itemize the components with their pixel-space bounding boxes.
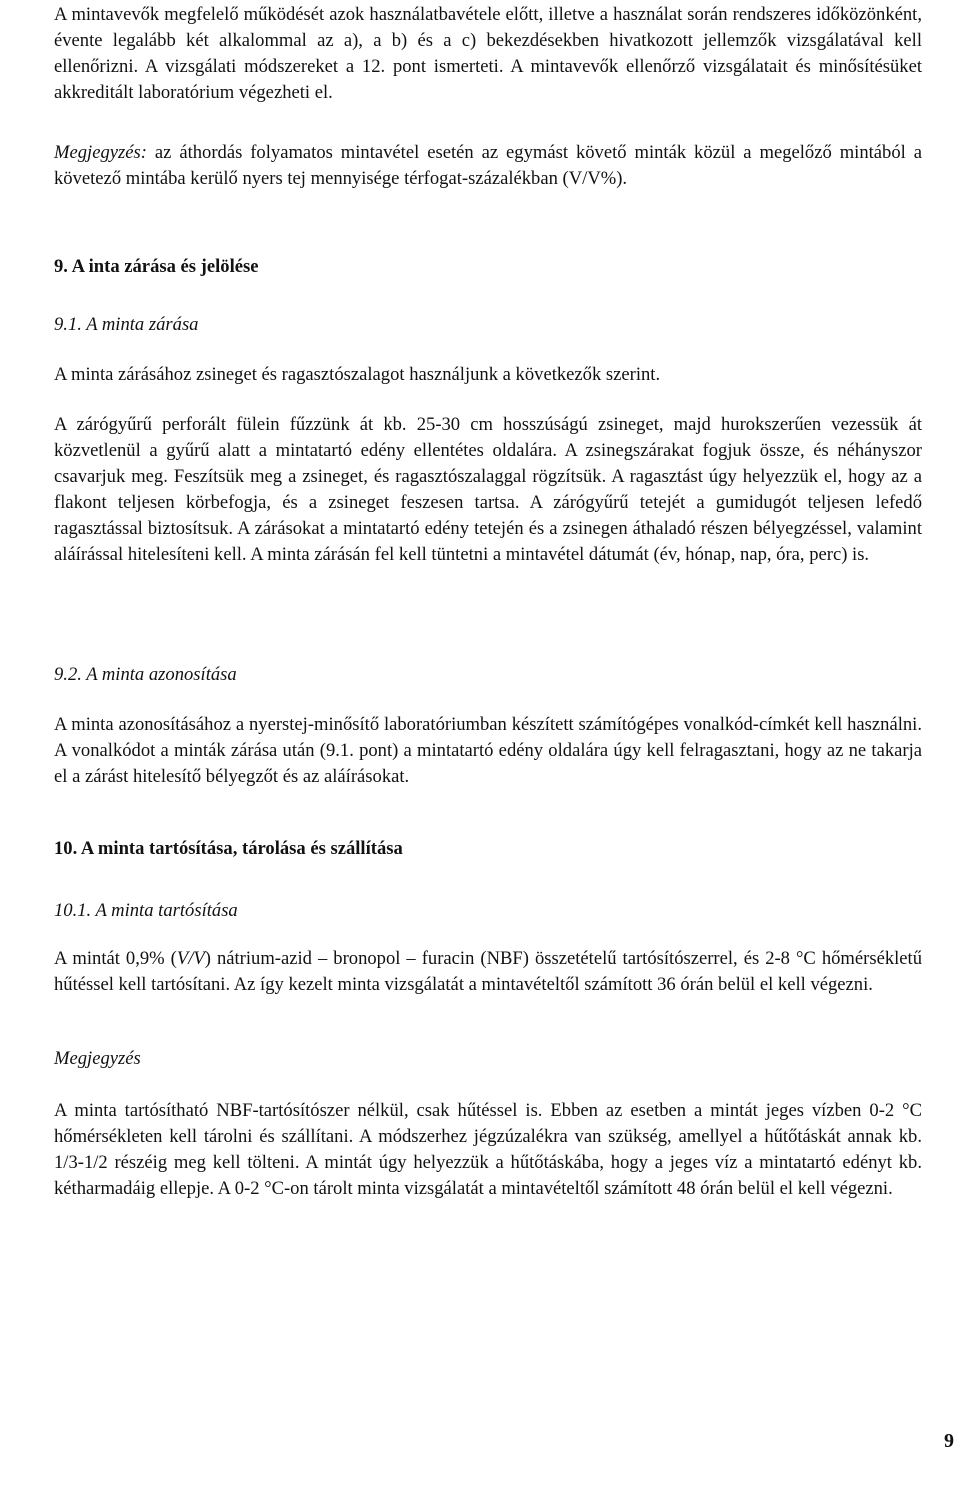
- section-9-1-heading: 9.1. A minta zárása: [54, 314, 199, 335]
- note-paragraph: [54, 140, 922, 192]
- page-number: 9: [944, 1430, 954, 1452]
- section-10-1-paragraph: [54, 946, 922, 998]
- section-9-2-heading: 9.2. A minta azonosítása: [54, 664, 237, 685]
- section-10-heading: 10. A minta tartósítása, tárolása és szállítása: [54, 838, 403, 859]
- note-text: az áthordás folyamatos mintavétel esetén az egymást követő minták közül a megelőző mintából a követező mintába kerülő nyers tej mennyisége térfogat-százalékban (V/V%).: [54, 142, 922, 189]
- intro-paragraph: A mintavevők megfelelő működését azok használatbavétele előtt, illetve a használat során rendszeres időközönként, évente legalább két alkalommal az a), a b) és a c) bekezdésekben hivatkozott jellemzők vizsgálatával kell ellenőrizni. A vizsgálati módszereket a 12. pont ismerteti. A mintavevők ellenőrző vizsgálatait és minősítésüket akkreditált laboratórium végezheti el.: [54, 4, 922, 103]
- paragraph-part-a: A mintát 0,9% (: [54, 948, 177, 969]
- section-9-heading: 9. A inta zárása és jelölése: [54, 256, 259, 277]
- section-9-1-paragraph-1: A minta zárásához zsineget és ragasztószalagot használjunk a következők szerint.: [54, 364, 661, 385]
- note-10-paragraph: A minta tartósítható NBF-tartósítószer nélkül, csak hűtéssel is. Ebben az esetben a mintát jeges vízben 0-2 °C hőmérsékleten kell tárolni és szállítani. A módszerhez jégzúzalékra van szükség, amellyel a hűtőtáskát annak kb. 1/3-1/2 részéig meg kell tölteni. A mintát úgy helyezzük a hűtőtáskába, hogy a jeges víz a mintatartó edényt kb. kétharmadáig ellepje. A 0-2 °C-on tárolt minta vizsgálatát a mintavételtől számított 48 órán belül el kell végezni.: [54, 1100, 922, 1199]
- paragraph-part-b: ) nátrium-azid – bronopol – furacin (NBF) összetételű tartósítószerrel, és 2-8 °C hőmérsékletű hűtéssel kell tartósítani. Az így kezelt minta vizsgálatát a mintavételtől számított 36 órán belül el kell végezni.: [54, 948, 923, 995]
- section-9-1-paragraph-2: A zárógyűrű perforált fülein fűzzünk át kb. 25-30 cm hosszúságú zsineget, majd hurokszerűen vezessük át közvetlenül a gyűrű alatt a mintatartó edény ellentétes oldalára. A zsinegszárakat fogjuk össze, és néhányszor csavarjuk meg. Feszítsük meg a zsineget, és ragasztószalaggal rögzítsük. A ragasztást úgy helyezzük el, hogy az a flakont teljesen körbefogja, és a zsineget feszesen tartsa. A zárógyűrű tetejét a gumidugót teljesen lefedő ragasztással biztosítsuk. A zárásokat a mintatartó edény tetején és a zsinegen áthaladó részen bélyegzéssel, valamint aláírással hitelesíteni kell. A minta zárásán fel kell tüntetni a mintavétel dátumát (év, hónap, nap, óra, perc) is.: [54, 414, 922, 565]
- section-9-2-paragraph: A minta azonosításához a nyerstej-minősítő laboratóriumban készített számítógépes vonalkód-címkét kell használni. A vonalkódot a minták zárása után (9.1. pont) a mintatartó edény oldalára úgy kell felragasztani, hogy az ne takarja el a zárást hitelesítő bélyegzőt és az aláírásokat.: [54, 714, 922, 787]
- note-heading: Megjegyzés: [54, 1048, 141, 1069]
- volume-ratio: V/V: [176, 948, 205, 969]
- note-label: Megjegyzés:: [54, 142, 147, 163]
- section-10-1-heading: 10.1. A minta tartósítása: [54, 900, 238, 921]
